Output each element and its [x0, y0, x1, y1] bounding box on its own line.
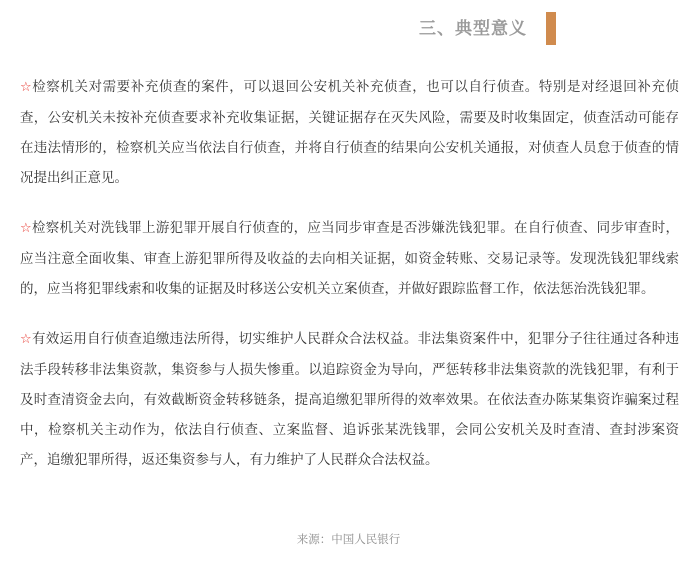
- paragraph-text: 检察机关对需要补充侦查的案件，可以退回公安机关补充侦查，也可以自行侦查。特别是对经退回补充侦查，公安机关未按补充侦查要求补充收集证据，关键证据存在灭失风险，需要及时收集固定，侦查活动可能存在违法情形的，检察机关应当依法自行侦查，并将自行侦查的结果向公安机关通报，对侦查人员怠于侦查的情况提出纠正意见。: [20, 79, 680, 186]
- title-accent-bar: [546, 12, 556, 45]
- paragraph-2: [20, 213, 679, 304]
- section-title: 三、典型意义: [419, 19, 527, 39]
- paragraph-3: [20, 324, 679, 475]
- star-icon: ☆: [20, 80, 33, 95]
- star-icon: ☆: [20, 332, 32, 347]
- paragraph-text: 检察机关对洗钱罪上游犯罪开展自行侦查的，应当同步审查是否涉嫌洗钱犯罪。在自行侦查、同步审查时，应当注意全面收集、审查上游犯罪所得及收益的去向相关证据，如资金转账、交易记录等。发现洗钱犯罪线索的，应当将犯罪线索和收集的证据及时移送公安机关立案侦查，并做好跟踪监督工作，依法惩治洗钱犯罪。: [20, 220, 680, 297]
- source-caption: 来源：中国人民银行: [296, 532, 401, 546]
- star-icon: ☆: [20, 221, 32, 236]
- article-body: [20, 72, 679, 481]
- paragraph-1: [20, 72, 679, 193]
- section-header: [0, 12, 697, 46]
- paragraph-text: 有效运用自行侦查追缴违法所得，切实维护人民群众合法权益。非法集资案件中，犯罪分子往往通过各种违法手段转移非法集资款，集资参与人损失惨重。以追踪资金为导向，严惩转移非法集资款的洗钱犯罪，有利于及时查清资金去向，有效截断资金转移链条，提高追缴犯罪所得的效率效果。在依法查办陈某集资诈骗案过程中，检察机关主动作为，依法自行侦查、立案监督、追诉张某洗钱罪，会同公安机关及时查清、查封涉案资产，追缴犯罪所得，返还集资参与人，有力维护了人民群众合法权益。: [20, 331, 680, 468]
